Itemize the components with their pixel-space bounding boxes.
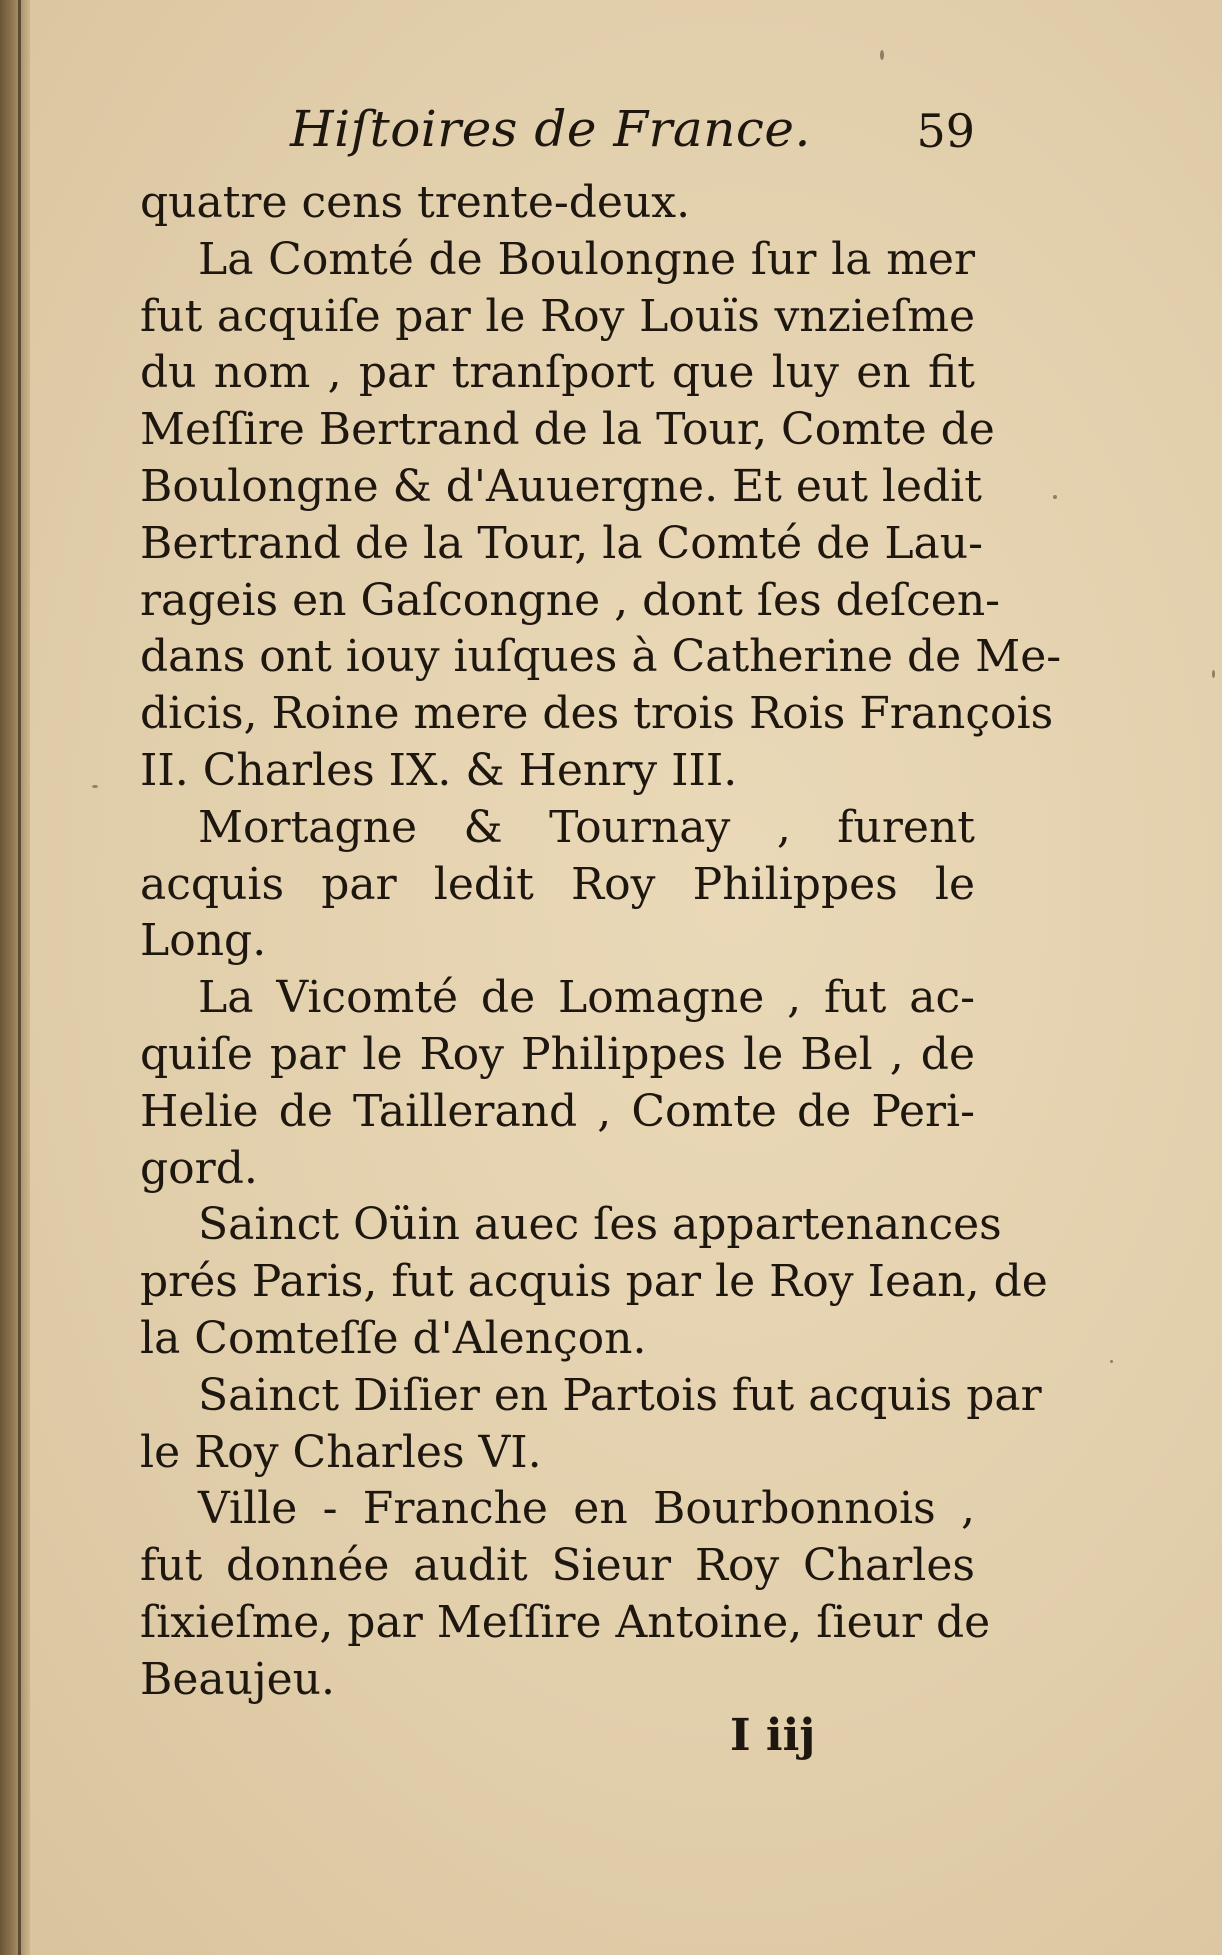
text-line: gord.	[140, 1142, 258, 1194]
text-line: le Roy Charles VI.	[140, 1426, 542, 1478]
text-line: quiſe par le Roy Philippes le Bel , de	[140, 1028, 975, 1080]
binding-gutter	[0, 0, 30, 1955]
page-header	[140, 100, 975, 170]
text-line: acquis par ledit Roy Philippes le	[140, 858, 975, 910]
text-line: ſixieſme, par Meſſire Antoine, ſieur de	[140, 1596, 991, 1648]
text-line: dicis, Roine mere des trois Rois François	[140, 688, 1054, 740]
signature-mark: I iij	[730, 1710, 816, 1761]
page-number: 59	[916, 104, 975, 158]
text-line: Beaujeu.	[140, 1653, 335, 1705]
paper-speck	[880, 50, 884, 60]
text-line: Sainct Oüin auec ſes appartenances	[198, 1199, 1002, 1251]
text-line: dans ont iouy iuſques à Catherine de Me-	[140, 631, 1062, 683]
paper-speck	[1110, 1360, 1113, 1363]
text-line: du nom , par tranſport que luy en fit	[140, 347, 975, 399]
text-line: La Vicomté de Lomagne , fut ac-	[198, 972, 975, 1024]
running-title: Hiſtoires de France.	[290, 100, 811, 158]
text-line: prés Paris, fut acquis par le Roy Iean, de	[140, 1256, 1048, 1308]
text-line: fut acquiſe par le Roy Louïs vnzieſme	[140, 290, 975, 342]
text-line: rageis en Gaſcongne , dont ſes deſcen-	[140, 574, 1001, 626]
text-line: Meſſire Bertrand de la Tour, Comte de	[140, 404, 995, 456]
text-line: Sainct Diſier en Partois fut acquis par	[198, 1369, 1042, 1421]
paper-speck	[1053, 495, 1057, 499]
text-line: quatre cens trente-deux.	[140, 177, 691, 228]
paper-speck	[1212, 670, 1215, 678]
text-line: fut donnée audit Sieur Roy Charles	[140, 1540, 975, 1592]
text-line: la Comteſſe d'Alençon.	[140, 1312, 647, 1364]
text-line: La Comté de Boulongne ſur la mer	[198, 233, 975, 285]
body-text	[140, 175, 1062, 1709]
text-line: Bertrand de la Tour, la Comté de Lau-	[140, 517, 983, 569]
text-line: II. Charles IX. & Henry III.	[140, 744, 738, 796]
text-line: Helie de Taillerand , Comte de Peri-	[140, 1085, 975, 1137]
text-line: Ville - Franche en Bourbonnois ,	[198, 1483, 975, 1535]
text-line: Boulongne & d'Auuergne. Et eut ledit	[140, 460, 982, 512]
text-line: Long.	[140, 915, 267, 967]
text-line: Mortagne & Tournay , furent	[198, 801, 975, 853]
paper-speck	[92, 785, 98, 788]
binding-edge	[18, 0, 21, 1955]
